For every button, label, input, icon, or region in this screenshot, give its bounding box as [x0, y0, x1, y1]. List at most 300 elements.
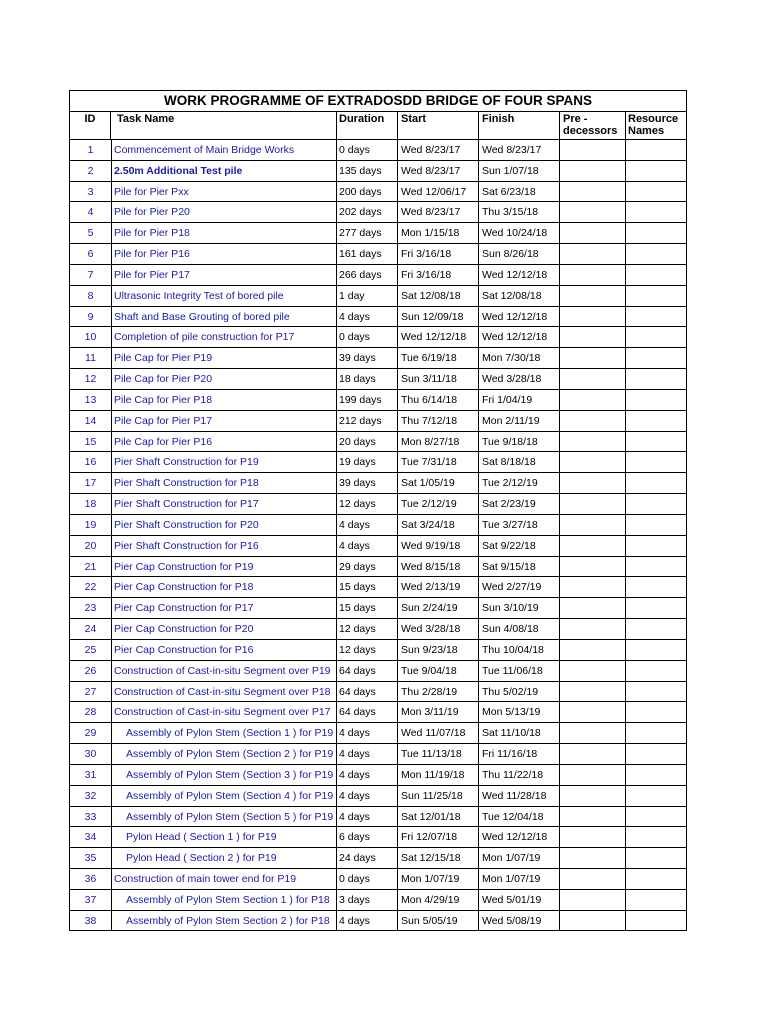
- row-id: 38: [70, 911, 112, 931]
- row-finish: Mon 7/30/18: [479, 348, 560, 368]
- row-start: Sat 12/08/18: [398, 286, 479, 306]
- row-start: Mon 8/27/18: [398, 432, 479, 452]
- row-id: 35: [70, 848, 112, 868]
- row-start: Tue 2/12/19: [398, 494, 479, 514]
- row-predecessors: [560, 202, 626, 222]
- row-task-name: Pier Shaft Construction for P17: [112, 494, 337, 514]
- header-task-name: Task Name: [112, 112, 337, 139]
- table-row[interactable]: [70, 286, 686, 307]
- row-finish: Mon 1/07/19: [479, 869, 560, 889]
- row-resource-names: [626, 786, 686, 806]
- table-row[interactable]: [70, 452, 686, 473]
- row-predecessors: [560, 682, 626, 702]
- row-resource-names: [626, 369, 686, 389]
- table-title: WORK PROGRAMME OF EXTRADOSDD BRIDGE OF FOUR SPANS: [70, 91, 686, 112]
- row-start: Fri 3/16/18: [398, 265, 479, 285]
- row-duration: 6 days: [337, 827, 398, 847]
- row-resource-names: [626, 432, 686, 452]
- row-resource-names: [626, 702, 686, 722]
- row-finish: Sat 12/08/18: [479, 286, 560, 306]
- row-task-name: Completion of pile construction for P17: [112, 327, 337, 347]
- row-id: 17: [70, 473, 112, 493]
- row-finish: Wed 2/27/19: [479, 577, 560, 597]
- row-duration: 277 days: [337, 223, 398, 243]
- row-id: 12: [70, 369, 112, 389]
- row-resource-names: [626, 536, 686, 556]
- table-row[interactable]: [70, 682, 686, 703]
- row-task-name: Assembly of Pylon Stem (Section 1 ) for P19: [112, 723, 337, 743]
- row-duration: 18 days: [337, 369, 398, 389]
- table-row[interactable]: [70, 161, 686, 182]
- row-finish: Sat 11/10/18: [479, 723, 560, 743]
- row-finish: Mon 1/07/19: [479, 848, 560, 868]
- row-duration: 4 days: [337, 911, 398, 931]
- row-start: Tue 11/13/18: [398, 744, 479, 764]
- row-task-name: Pile for Pier P20: [112, 202, 337, 222]
- row-duration: 20 days: [337, 432, 398, 452]
- row-resource-names: [626, 473, 686, 493]
- table-row[interactable]: [70, 140, 686, 161]
- row-duration: 200 days: [337, 182, 398, 202]
- row-task-name: Construction of Cast-in-situ Segment over P19: [112, 661, 337, 681]
- header-resource-names: Resource Names: [628, 113, 679, 137]
- row-predecessors: [560, 411, 626, 431]
- row-id: 3: [70, 182, 112, 202]
- row-finish: Wed 3/28/18: [479, 369, 560, 389]
- row-resource-names: [626, 182, 686, 202]
- row-resource-names: [626, 223, 686, 243]
- row-resource-names: [626, 265, 686, 285]
- row-duration: 161 days: [337, 244, 398, 264]
- row-task-name: 2.50m Additional Test pile: [112, 161, 337, 181]
- row-start: Wed 12/06/17: [398, 182, 479, 202]
- row-duration: 199 days: [337, 390, 398, 410]
- table-row[interactable]: [70, 661, 686, 682]
- row-task-name: Pylon Head ( Section 1 ) for P19: [112, 827, 337, 847]
- row-task-name: Pier Shaft Construction for P18: [112, 473, 337, 493]
- row-id: 28: [70, 702, 112, 722]
- row-predecessors: [560, 890, 626, 910]
- row-resource-names: [626, 161, 686, 181]
- row-start: Fri 12/07/18: [398, 827, 479, 847]
- row-finish: Wed 8/23/17: [479, 140, 560, 160]
- row-start: Wed 12/12/18: [398, 327, 479, 347]
- row-resource-names: [626, 911, 686, 931]
- table-row[interactable]: [70, 390, 686, 411]
- row-resource-names: [626, 390, 686, 410]
- table-row[interactable]: [70, 327, 686, 348]
- row-duration: 15 days: [337, 598, 398, 618]
- row-resource-names: [626, 494, 686, 514]
- row-task-name: Pile Cap for Pier P20: [112, 369, 337, 389]
- row-id: 14: [70, 411, 112, 431]
- row-finish: Sun 8/26/18: [479, 244, 560, 264]
- row-finish: Wed 12/12/18: [479, 827, 560, 847]
- row-predecessors: [560, 140, 626, 160]
- table-row[interactable]: [70, 890, 686, 911]
- row-duration: 212 days: [337, 411, 398, 431]
- table-row[interactable]: [70, 265, 686, 286]
- row-start: Wed 3/28/18: [398, 619, 479, 639]
- row-duration: 29 days: [337, 557, 398, 577]
- row-id: 7: [70, 265, 112, 285]
- row-start: Wed 8/23/17: [398, 202, 479, 222]
- row-resource-names: [626, 327, 686, 347]
- row-id: 2: [70, 161, 112, 181]
- row-resource-names: [626, 619, 686, 639]
- row-task-name: Assembly of Pylon Stem (Section 3 ) for P19: [112, 765, 337, 785]
- row-id: 18: [70, 494, 112, 514]
- table-row[interactable]: [70, 244, 686, 265]
- row-id: 11: [70, 348, 112, 368]
- row-id: 37: [70, 890, 112, 910]
- row-duration: 39 days: [337, 473, 398, 493]
- row-id: 34: [70, 827, 112, 847]
- row-resource-names: [626, 452, 686, 472]
- row-start: Wed 8/15/18: [398, 557, 479, 577]
- row-predecessors: [560, 723, 626, 743]
- row-predecessors: [560, 473, 626, 493]
- row-task-name: Pile for Pier P16: [112, 244, 337, 264]
- row-finish: Wed 12/12/18: [479, 327, 560, 347]
- row-finish: Tue 12/04/18: [479, 807, 560, 827]
- row-resource-names: [626, 765, 686, 785]
- row-predecessors: [560, 432, 626, 452]
- row-id: 6: [70, 244, 112, 264]
- row-task-name: Commencement of Main Bridge Works: [112, 140, 337, 160]
- table-row[interactable]: [70, 369, 686, 390]
- row-id: 13: [70, 390, 112, 410]
- row-duration: 4 days: [337, 765, 398, 785]
- row-predecessors: [560, 702, 626, 722]
- row-resource-names: [626, 244, 686, 264]
- row-predecessors: [560, 286, 626, 306]
- row-id: 1: [70, 140, 112, 160]
- row-finish: Sat 9/22/18: [479, 536, 560, 556]
- row-start: Mon 11/19/18: [398, 765, 479, 785]
- row-task-name: Pile for Pier P17: [112, 265, 337, 285]
- row-duration: 12 days: [337, 640, 398, 660]
- table-row[interactable]: [70, 473, 686, 494]
- row-task-name: Pile for Pier Pxx: [112, 182, 337, 202]
- row-task-name: Pile Cap for Pier P16: [112, 432, 337, 452]
- row-task-name: Pier Shaft Construction for P16: [112, 536, 337, 556]
- row-id: 27: [70, 682, 112, 702]
- row-predecessors: [560, 515, 626, 535]
- row-task-name: Construction of main tower end for P19: [112, 869, 337, 889]
- row-predecessors: [560, 369, 626, 389]
- row-duration: 4 days: [337, 515, 398, 535]
- row-resource-names: [626, 577, 686, 597]
- row-start: Sat 3/24/18: [398, 515, 479, 535]
- row-duration: 4 days: [337, 744, 398, 764]
- row-duration: 0 days: [337, 140, 398, 160]
- row-resource-names: [626, 411, 686, 431]
- row-finish: Thu 11/22/18: [479, 765, 560, 785]
- row-start: Tue 9/04/18: [398, 661, 479, 681]
- row-task-name: Pier Cap Construction for P16: [112, 640, 337, 660]
- row-predecessors: [560, 786, 626, 806]
- table-row[interactable]: [70, 494, 686, 515]
- row-start: Thu 7/12/18: [398, 411, 479, 431]
- row-id: 33: [70, 807, 112, 827]
- row-task-name: Assembly of Pylon Stem (Section 5 ) for P19: [112, 807, 337, 827]
- row-start: Sun 11/25/18: [398, 786, 479, 806]
- header-predecessors: Pre -decessors: [560, 112, 626, 139]
- table-row[interactable]: [70, 723, 686, 744]
- row-start: Wed 2/13/19: [398, 577, 479, 597]
- row-finish: Thu 5/02/19: [479, 682, 560, 702]
- row-id: 31: [70, 765, 112, 785]
- table-row[interactable]: [70, 765, 686, 786]
- row-start: Mon 3/11/19: [398, 702, 479, 722]
- row-id: 32: [70, 786, 112, 806]
- table-row[interactable]: [70, 598, 686, 619]
- row-finish: Sun 1/07/18: [479, 161, 560, 181]
- row-task-name: Shaft and Base Grouting of bored pile: [112, 307, 337, 327]
- row-start: Sun 5/05/19: [398, 911, 479, 931]
- header-start: Start: [398, 112, 479, 139]
- row-finish: Sat 2/23/19: [479, 494, 560, 514]
- row-resource-names: [626, 723, 686, 743]
- row-start: Sat 1/05/19: [398, 473, 479, 493]
- row-predecessors: [560, 536, 626, 556]
- row-id: 23: [70, 598, 112, 618]
- row-predecessors: [560, 744, 626, 764]
- row-start: Mon 1/15/18: [398, 223, 479, 243]
- row-predecessors: [560, 182, 626, 202]
- table-row[interactable]: [70, 848, 686, 869]
- row-finish: Wed 10/24/18: [479, 223, 560, 243]
- row-resource-names: [626, 661, 686, 681]
- row-duration: 135 days: [337, 161, 398, 181]
- row-duration: 4 days: [337, 786, 398, 806]
- table-row[interactable]: [70, 348, 686, 369]
- row-finish: Mon 5/13/19: [479, 702, 560, 722]
- row-task-name: Construction of Cast-in-situ Segment over P18: [112, 682, 337, 702]
- row-predecessors: [560, 265, 626, 285]
- row-start: Mon 4/29/19: [398, 890, 479, 910]
- row-finish: Wed 5/08/19: [479, 911, 560, 931]
- row-task-name: Pylon Head ( Section 2 ) for P19: [112, 848, 337, 868]
- row-predecessors: [560, 619, 626, 639]
- row-finish: Sat 6/23/18: [479, 182, 560, 202]
- row-predecessors: [560, 848, 626, 868]
- row-id: 10: [70, 327, 112, 347]
- row-finish: Tue 9/18/18: [479, 432, 560, 452]
- row-predecessors: [560, 807, 626, 827]
- row-predecessors: [560, 557, 626, 577]
- row-task-name: Pier Cap Construction for P19: [112, 557, 337, 577]
- row-duration: 4 days: [337, 536, 398, 556]
- table-row[interactable]: [70, 786, 686, 807]
- row-id: 25: [70, 640, 112, 660]
- row-start: Wed 8/23/17: [398, 161, 479, 181]
- row-id: 19: [70, 515, 112, 535]
- row-predecessors: [560, 765, 626, 785]
- row-id: 26: [70, 661, 112, 681]
- table-row[interactable]: [70, 536, 686, 557]
- row-finish: Tue 2/12/19: [479, 473, 560, 493]
- row-resource-names: [626, 744, 686, 764]
- row-duration: 39 days: [337, 348, 398, 368]
- table-row[interactable]: [70, 411, 686, 432]
- row-predecessors: [560, 327, 626, 347]
- row-task-name: Pile Cap for Pier P18: [112, 390, 337, 410]
- row-start: Thu 2/28/19: [398, 682, 479, 702]
- row-task-name: Pile Cap for Pier P19: [112, 348, 337, 368]
- row-predecessors: [560, 827, 626, 847]
- row-task-name: Pile for Pier P18: [112, 223, 337, 243]
- row-start: Mon 1/07/19: [398, 869, 479, 889]
- row-finish: Sun 3/10/19: [479, 598, 560, 618]
- row-finish: Thu 10/04/18: [479, 640, 560, 660]
- row-predecessors: [560, 911, 626, 931]
- row-start: Sat 12/01/18: [398, 807, 479, 827]
- table-row[interactable]: [70, 744, 686, 765]
- row-id: 9: [70, 307, 112, 327]
- row-predecessors: [560, 223, 626, 243]
- row-duration: 0 days: [337, 869, 398, 889]
- header-duration: Duration: [337, 112, 398, 139]
- row-resource-names: [626, 140, 686, 160]
- table-body: [70, 140, 686, 931]
- table-row[interactable]: [70, 807, 686, 828]
- table-row[interactable]: [70, 577, 686, 598]
- row-id: 16: [70, 452, 112, 472]
- row-start: Wed 11/07/18: [398, 723, 479, 743]
- row-id: 4: [70, 202, 112, 222]
- header-finish: Finish: [479, 112, 560, 139]
- row-duration: 4 days: [337, 307, 398, 327]
- row-finish: Mon 2/11/19: [479, 411, 560, 431]
- row-start: Tue 7/31/18: [398, 452, 479, 472]
- row-resource-names: [626, 869, 686, 889]
- row-resource-names: [626, 598, 686, 618]
- row-duration: 1 day: [337, 286, 398, 306]
- table-row[interactable]: [70, 515, 686, 536]
- row-duration: 0 days: [337, 327, 398, 347]
- row-finish: Sun 4/08/18: [479, 619, 560, 639]
- row-predecessors: [560, 348, 626, 368]
- row-predecessors: [560, 577, 626, 597]
- row-predecessors: [560, 307, 626, 327]
- row-resource-names: [626, 890, 686, 910]
- table-row[interactable]: [70, 557, 686, 578]
- row-predecessors: [560, 494, 626, 514]
- row-duration: 202 days: [337, 202, 398, 222]
- row-finish: Tue 3/27/18: [479, 515, 560, 535]
- row-finish: Wed 11/28/18: [479, 786, 560, 806]
- work-programme-table: [69, 90, 687, 931]
- row-predecessors: [560, 640, 626, 660]
- row-resource-names: [626, 848, 686, 868]
- header-row: [70, 112, 686, 140]
- row-predecessors: [560, 390, 626, 410]
- row-resource-names: [626, 557, 686, 577]
- row-id: 21: [70, 557, 112, 577]
- row-resource-names: [626, 202, 686, 222]
- row-start: Wed 9/19/18: [398, 536, 479, 556]
- row-start: Sun 3/11/18: [398, 369, 479, 389]
- row-start: Sun 12/09/18: [398, 307, 479, 327]
- row-start: Thu 6/14/18: [398, 390, 479, 410]
- row-finish: Fri 11/16/18: [479, 744, 560, 764]
- row-duration: 12 days: [337, 494, 398, 514]
- row-finish: Fri 1/04/19: [479, 390, 560, 410]
- row-task-name: Pile Cap for Pier P17: [112, 411, 337, 431]
- table-row[interactable]: [70, 640, 686, 661]
- row-resource-names: [626, 515, 686, 535]
- table-row[interactable]: [70, 182, 686, 203]
- row-task-name: Pier Shaft Construction for P20: [112, 515, 337, 535]
- row-duration: 19 days: [337, 452, 398, 472]
- row-task-name: Pier Cap Construction for P20: [112, 619, 337, 639]
- row-duration: 3 days: [337, 890, 398, 910]
- row-resource-names: [626, 307, 686, 327]
- row-task-name: Assembly of Pylon Stem Section 2 ) for P18: [112, 911, 337, 931]
- row-resource-names: [626, 827, 686, 847]
- row-task-name: Pier Cap Construction for P18: [112, 577, 337, 597]
- row-start: Sun 2/24/19: [398, 598, 479, 618]
- row-resource-names: [626, 348, 686, 368]
- row-resource-names: [626, 286, 686, 306]
- row-task-name: Pier Shaft Construction for P19: [112, 452, 337, 472]
- row-id: 20: [70, 536, 112, 556]
- row-task-name: Assembly of Pylon Stem (Section 2 ) for P19: [112, 744, 337, 764]
- table-row[interactable]: [70, 432, 686, 453]
- row-finish: Sat 8/18/18: [479, 452, 560, 472]
- row-start: Tue 6/19/18: [398, 348, 479, 368]
- table-row[interactable]: [70, 869, 686, 890]
- row-duration: 64 days: [337, 661, 398, 681]
- table-row[interactable]: [70, 827, 686, 848]
- row-id: 5: [70, 223, 112, 243]
- row-finish: Wed 12/12/18: [479, 265, 560, 285]
- row-duration: 266 days: [337, 265, 398, 285]
- row-duration: 4 days: [337, 807, 398, 827]
- row-start: Wed 8/23/17: [398, 140, 479, 160]
- table-row[interactable]: [70, 307, 686, 328]
- row-duration: 24 days: [337, 848, 398, 868]
- table-row[interactable]: [70, 911, 686, 932]
- row-task-name: Pier Cap Construction for P17: [112, 598, 337, 618]
- row-task-name: Construction of Cast-in-situ Segment over P17: [112, 702, 337, 722]
- row-start: Sat 12/15/18: [398, 848, 479, 868]
- row-id: 30: [70, 744, 112, 764]
- row-resource-names: [626, 640, 686, 660]
- row-id: 22: [70, 577, 112, 597]
- row-id: 29: [70, 723, 112, 743]
- row-duration: 64 days: [337, 702, 398, 722]
- table-row[interactable]: [70, 223, 686, 244]
- header-id: ID: [70, 112, 111, 139]
- table-row[interactable]: [70, 202, 686, 223]
- row-finish: Sat 9/15/18: [479, 557, 560, 577]
- row-id: 24: [70, 619, 112, 639]
- row-id: 8: [70, 286, 112, 306]
- row-resource-names: [626, 682, 686, 702]
- row-start: Sun 9/23/18: [398, 640, 479, 660]
- table-row[interactable]: [70, 702, 686, 723]
- table-row[interactable]: [70, 619, 686, 640]
- row-task-name: Ultrasonic Integrity Test of bored pile: [112, 286, 337, 306]
- row-duration: 15 days: [337, 577, 398, 597]
- row-finish: Tue 11/06/18: [479, 661, 560, 681]
- row-duration: 4 days: [337, 723, 398, 743]
- row-duration: 64 days: [337, 682, 398, 702]
- row-predecessors: [560, 598, 626, 618]
